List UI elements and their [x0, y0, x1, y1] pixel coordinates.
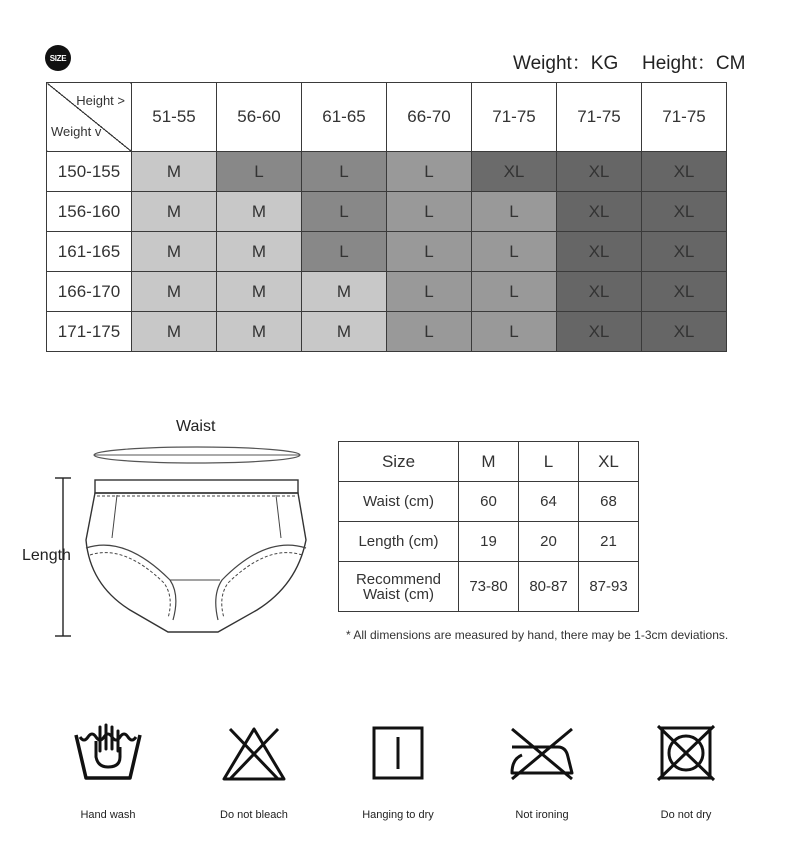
length-value: 20 [519, 522, 579, 562]
table-row [339, 522, 639, 562]
size-cell: L [472, 232, 557, 272]
weight-range-label: 161-165 [47, 232, 132, 272]
height-range-header: 66-70 [387, 83, 472, 152]
size-cell: L [302, 152, 387, 192]
size-cell: XL [557, 152, 642, 192]
size-cell: L [472, 272, 557, 312]
height-range-header: 51-55 [132, 83, 217, 152]
waist-value: 64 [519, 482, 579, 522]
size-cell: M [217, 312, 302, 352]
no-ironing-icon [502, 723, 582, 783]
height-unit-label: Height：CM [642, 53, 746, 74]
table-row [47, 192, 727, 232]
do-not-bleach-icon [214, 723, 294, 783]
size-chart-header-row [47, 83, 727, 152]
size-cell: XL [557, 312, 642, 352]
recommend-waist-value: 87-93 [579, 562, 639, 612]
size-cell: M [132, 192, 217, 232]
size-cell: M [217, 272, 302, 312]
height-range-header: 56-60 [217, 83, 302, 152]
hang-to-dry-icon [358, 723, 438, 783]
care-item-hang-to-dry [348, 723, 448, 821]
size-badge: SIZE [45, 45, 71, 71]
size-cell: L [387, 232, 472, 272]
size-cell: XL [557, 192, 642, 232]
waist-value: 60 [459, 482, 519, 522]
care-label: Do not bleach [220, 809, 288, 821]
size-cell: XL [642, 312, 727, 352]
size-cell: L [472, 192, 557, 232]
table-row [339, 482, 639, 522]
size-cell: M [132, 312, 217, 352]
weight-range-label: 166-170 [47, 272, 132, 312]
dimensions-header-m: M [459, 442, 519, 482]
measurement-note: * All dimensions are measured by hand, there may be 1-3cm deviations. [346, 628, 729, 642]
size-cell: L [387, 152, 472, 192]
size-cell: M [217, 192, 302, 232]
dimensions-header-size: Size [339, 442, 459, 482]
size-cell: XL [642, 272, 727, 312]
table-row [47, 272, 727, 312]
size-cell: XL [642, 232, 727, 272]
height-range-header: 61-65 [302, 83, 387, 152]
height-axis-label: Height > [76, 93, 125, 108]
size-cell: M [132, 232, 217, 272]
table-row [339, 562, 639, 612]
size-cell: XL [557, 272, 642, 312]
height-range-header: 71-75 [472, 83, 557, 152]
size-cell: L [217, 152, 302, 192]
size-cell: XL [642, 152, 727, 192]
care-item-do-not-bleach [204, 723, 304, 821]
dimensions-header-xl: XL [579, 442, 639, 482]
hand-wash-icon [68, 723, 148, 783]
recommend-waist-row-label [339, 562, 459, 612]
care-label: Do not dry [660, 809, 712, 821]
table-row [47, 312, 727, 352]
care-item-no-ironing [492, 723, 592, 821]
size-cell: L [302, 232, 387, 272]
waist-label: Waist [176, 418, 216, 435]
length-value: 19 [459, 522, 519, 562]
do-not-tumble-dry-icon [646, 723, 726, 783]
size-cell: XL [557, 232, 642, 272]
care-label: Not ironing [515, 809, 569, 821]
length-value: 21 [579, 522, 639, 562]
dimensions-table [338, 441, 639, 612]
size-cell: M [302, 312, 387, 352]
size-cell: L [387, 192, 472, 232]
waist-value: 68 [579, 482, 639, 522]
recommend-label-line1: Recommend [355, 570, 442, 588]
size-cell: M [302, 272, 387, 312]
table-row [339, 442, 639, 482]
height-range-header: 71-75 [557, 83, 642, 152]
size-chart-table [46, 82, 727, 352]
size-chart-corner [47, 83, 132, 152]
weight-range-label: 171-175 [47, 312, 132, 352]
size-cell: XL [642, 192, 727, 232]
size-cell: L [302, 192, 387, 232]
weight-range-label: 150-155 [47, 152, 132, 192]
waist-row-label: Waist (cm) [339, 482, 459, 522]
recommend-waist-value: 73-80 [459, 562, 519, 612]
length-label: Length [22, 547, 71, 564]
height-range-header: 71-75 [642, 83, 727, 152]
table-row [47, 152, 727, 192]
size-cell: M [217, 232, 302, 272]
size-cell: L [472, 312, 557, 352]
dimensions-header-l: L [519, 442, 579, 482]
care-label: Hanging to dry [362, 809, 434, 821]
weight-axis-label: Weight v [51, 124, 102, 139]
weight-unit-label: Weight：KG [513, 53, 619, 74]
care-item-do-not-dry [636, 723, 736, 821]
recommend-label-line2: Waist (cm) [362, 585, 435, 603]
size-cell: M [132, 272, 217, 312]
size-cell: L [387, 312, 472, 352]
size-cell: XL [472, 152, 557, 192]
weight-range-label: 156-160 [47, 192, 132, 232]
underwear-diagram-icon [50, 440, 320, 645]
table-row [47, 232, 727, 272]
care-item-hand-wash [58, 723, 158, 821]
recommend-waist-value: 80-87 [519, 562, 579, 612]
size-cell: L [387, 272, 472, 312]
length-row-label: Length (cm) [339, 522, 459, 562]
care-label: Hand wash [80, 809, 136, 821]
size-cell: M [132, 152, 217, 192]
